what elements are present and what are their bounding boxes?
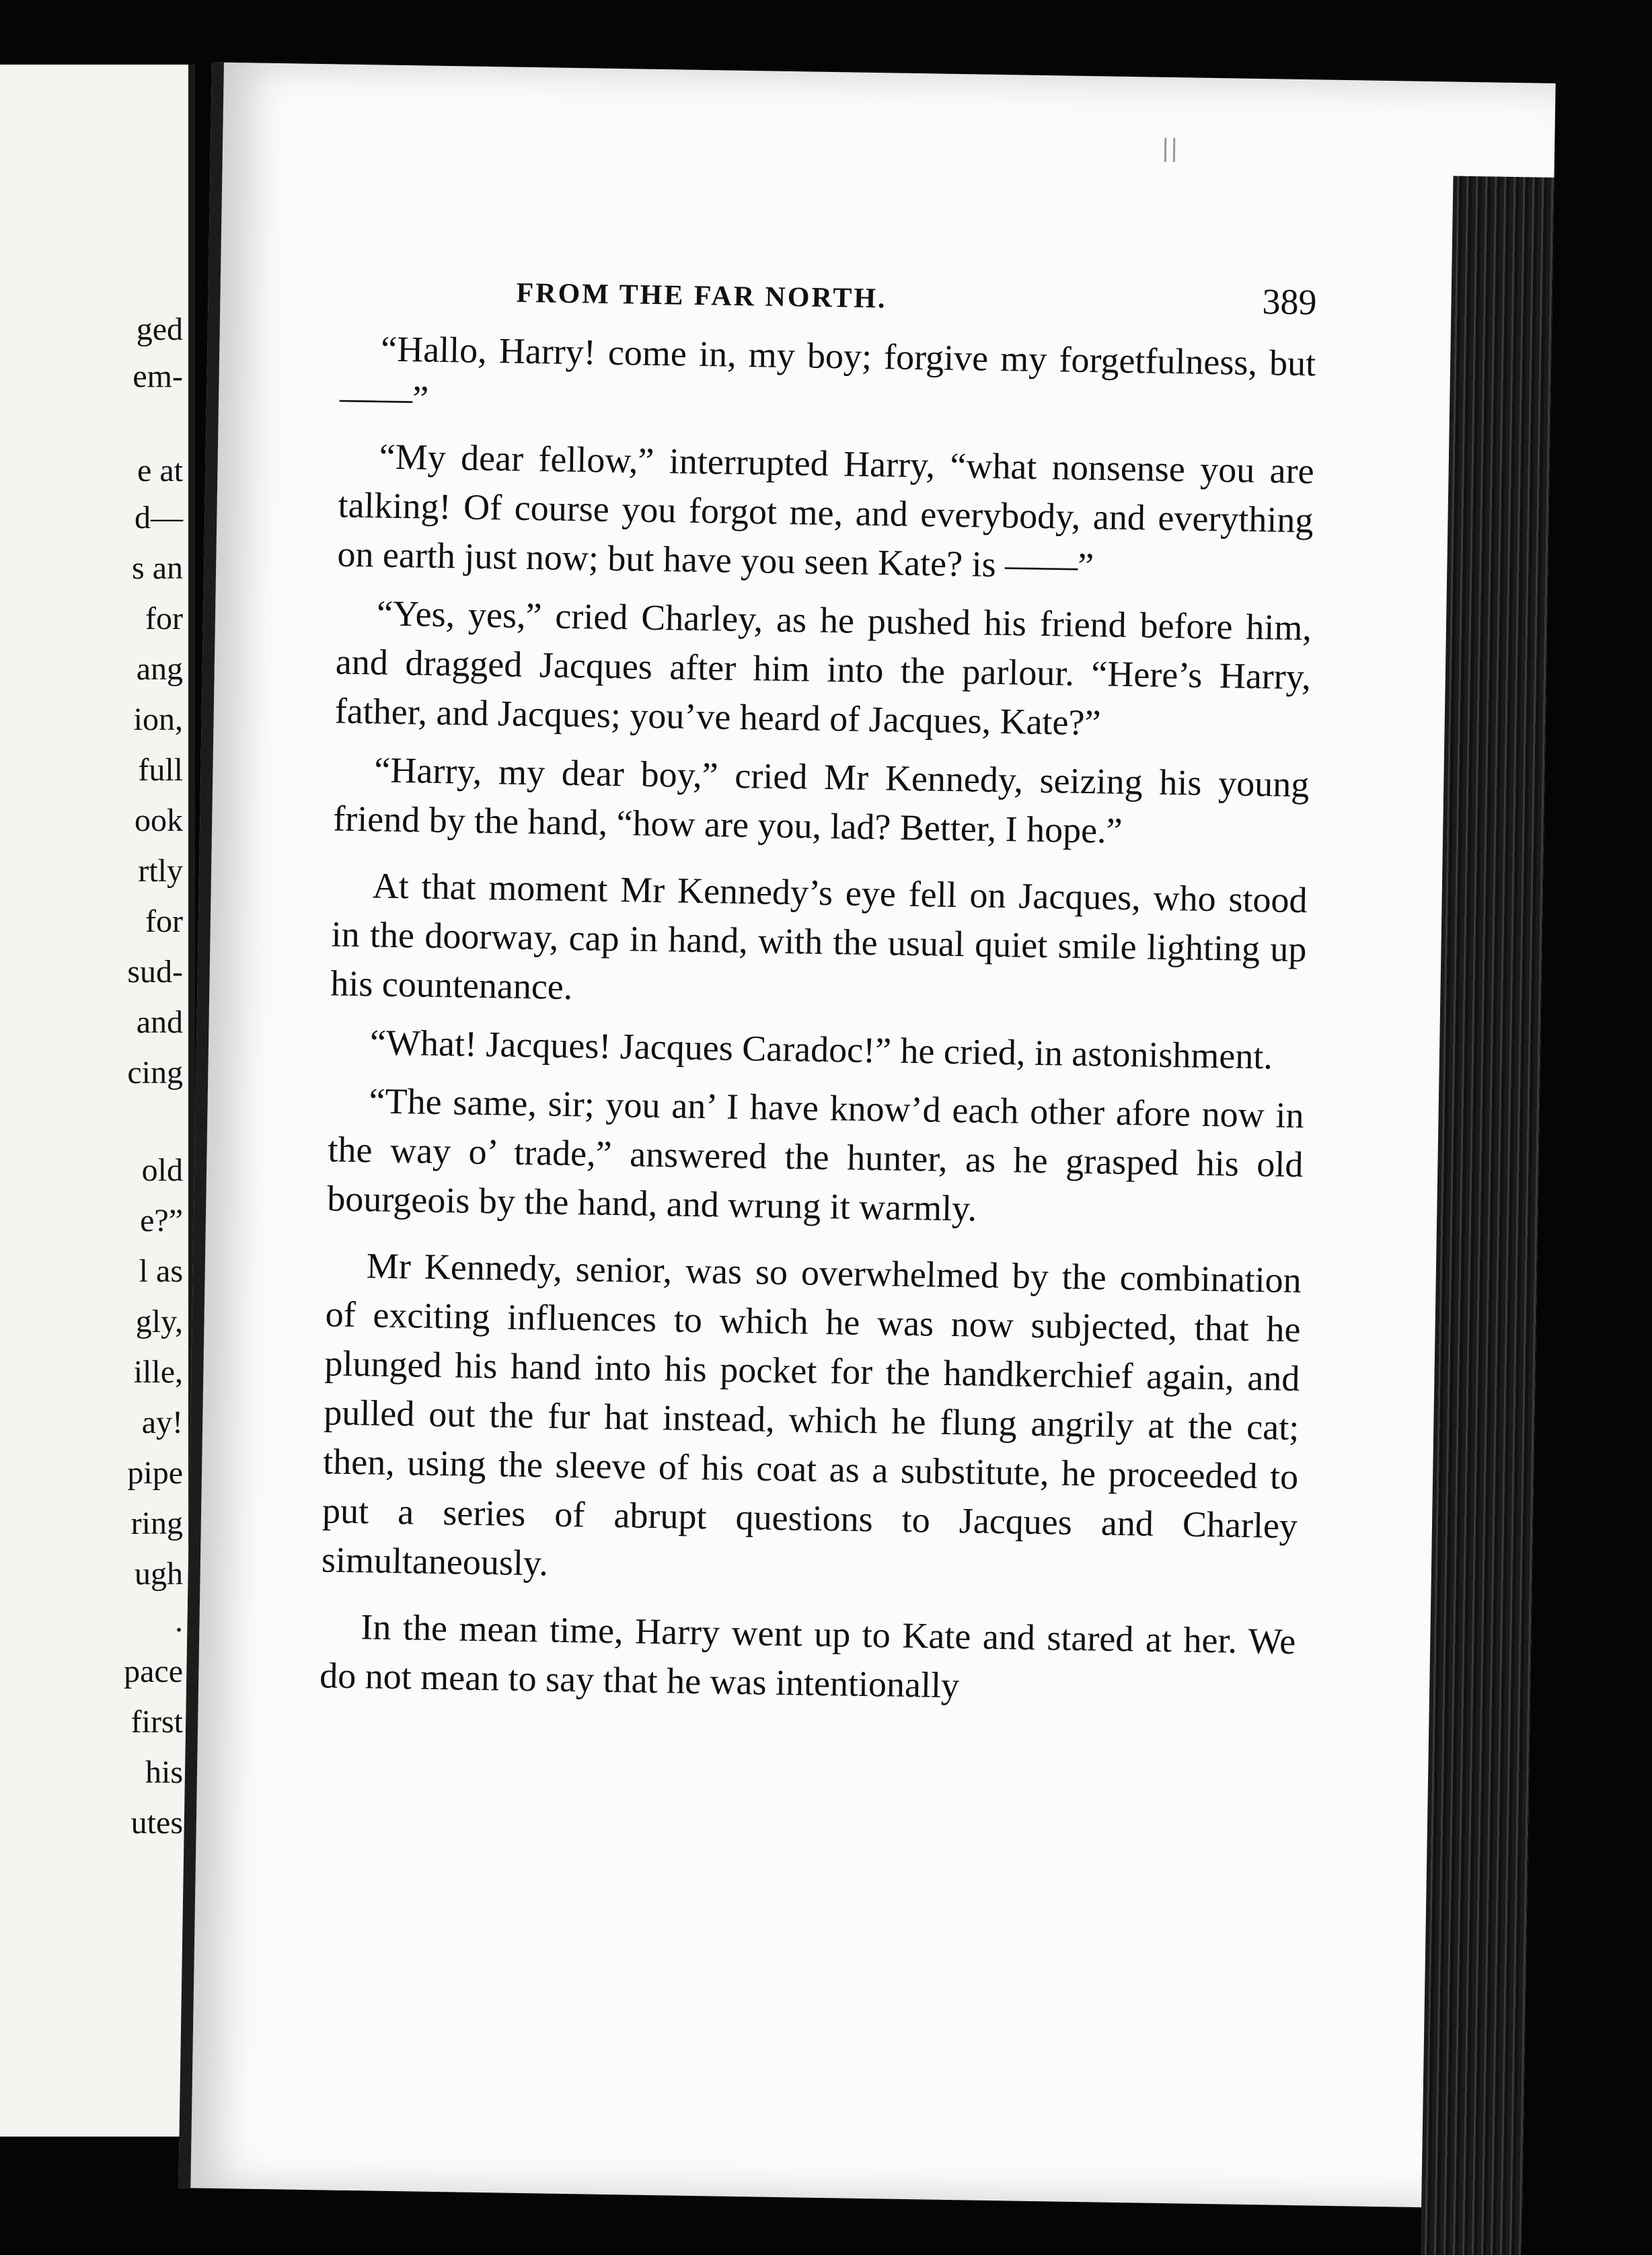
line-fragment: for bbox=[145, 601, 183, 636]
paragraph: Mr Kennedy, senior, was so overwhelmed by the combination of exciting influences to which he was now subjected, that he plunged his hand into his pocket for the handkerchief again, and pulled out the fur hat instead, which he flung angrily at the cat; then, using the sleeve of his coat as a substitute, he proceeded to put a series of abrupt questions to Jacques and Charley simultaneously. bbox=[321, 1245, 1302, 1584]
line-fragment: d— bbox=[135, 500, 183, 535]
line-fragment: ugh bbox=[135, 1556, 183, 1592]
line-fragment: pace bbox=[124, 1654, 183, 1689]
line-fragment: sud- bbox=[127, 954, 183, 990]
running-head bbox=[341, 266, 1317, 324]
printer-mark bbox=[1164, 138, 1176, 162]
line-fragment: rtly bbox=[138, 853, 183, 889]
paragraph: “My dear fellow,” interrupted Harry, “what nonsense you are talking! Of course you forgot me, and everybody, and everything on earth just now; but have you seen Kate? is ——” bbox=[337, 436, 1315, 587]
line-fragment: pipe bbox=[127, 1455, 183, 1491]
line-fragment: l as bbox=[139, 1253, 183, 1289]
line-fragment: old bbox=[141, 1152, 183, 1188]
line-fragment: e?” bbox=[140, 1203, 183, 1239]
book-page bbox=[178, 63, 1555, 2209]
paragraph: At that moment Mr Kennedy’s eye fell on Jacques, who stood in the doorway, cap in hand, with the usual quiet smile lighting up his countenance. bbox=[330, 865, 1308, 1008]
line-fragment: full bbox=[138, 752, 183, 788]
line-fragment: his bbox=[145, 1754, 183, 1790]
page-number: 389 bbox=[1262, 281, 1318, 323]
line-fragment: . bbox=[175, 1603, 183, 1639]
line-fragment: cing bbox=[127, 1055, 183, 1090]
line-fragment: for bbox=[145, 903, 183, 939]
line-fragment: first bbox=[130, 1704, 183, 1740]
line-fragment: ang bbox=[136, 651, 183, 687]
line-fragment: ook bbox=[135, 803, 183, 838]
paragraph: “The same, sir; you an’ I have know’d each other afore now in the way o’ trade,” answered the hunter, as he grasped his old bourgeois by the hand, and wrung it warmly. bbox=[326, 1080, 1305, 1229]
line-fragment: and bbox=[136, 1004, 183, 1040]
line-fragment: e at bbox=[137, 453, 183, 488]
line-fragment: ged bbox=[136, 311, 183, 347]
page-edges bbox=[1421, 176, 1554, 2255]
paragraph: “Harry, my dear boy,” cried Mr Kennedy, seizing his young friend by the hand, “how are you, lad? Better, I hope.” bbox=[332, 749, 1310, 851]
line-fragment: em- bbox=[133, 359, 183, 394]
line-fragment: ion, bbox=[133, 702, 183, 737]
line-fragment: ay! bbox=[141, 1405, 183, 1440]
previous-page-sliver bbox=[0, 65, 195, 2137]
page-text bbox=[319, 266, 1317, 1726]
paragraph: In the mean time, Harry went up to Kate and stared at her. We do not mean to say that he was intentionally bbox=[319, 1606, 1296, 1706]
line-fragment: utes bbox=[130, 1805, 183, 1841]
paragraph: “Hallo, Harry! come in, my boy; forgive my forgetfulness, but ——” bbox=[339, 328, 1316, 419]
paragraph: “Yes, yes,” cried Charley, as he pushed his friend before him, and dragged Jacques after him into the parlour. “Here’s Harry, father, and Jacques; you’ve heard of Jacques, Kate?” bbox=[334, 593, 1312, 743]
running-title: FROM THE FAR NORTH. bbox=[516, 277, 887, 315]
line-fragment: gly, bbox=[135, 1304, 183, 1339]
paragraph: “What! Jacques! Jacques Caradoc!” he cried, in astonishment. bbox=[369, 1022, 1273, 1077]
line-fragment: ille, bbox=[133, 1354, 183, 1390]
line-fragment: ring bbox=[130, 1506, 183, 1541]
line-fragment: s an bbox=[132, 550, 183, 586]
